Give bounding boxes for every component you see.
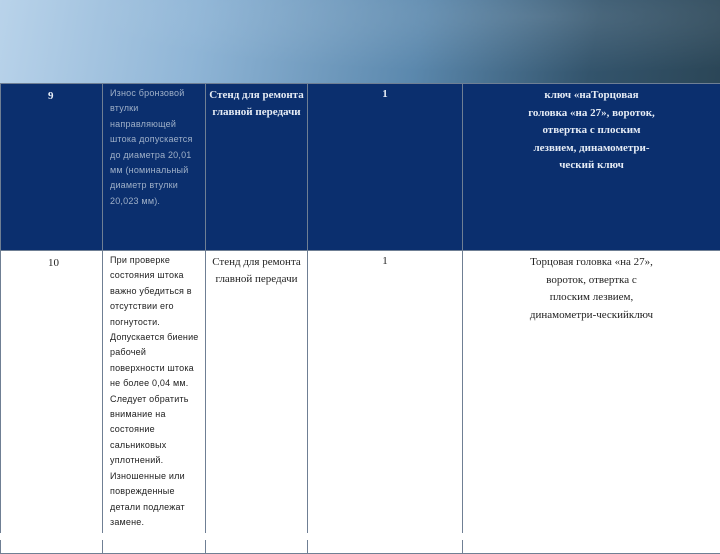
- row-description: При проверке состояния штока важно убедиться в отсутствии его погнутости. Допускается биение рабочей поверхности штока не более 0,04 мм. Следует обратить внимание на состояние сальниковых уплотнений. Изношенные или поврежденные детали подлежат замене.: [103, 251, 206, 554]
- row-equipment: Стенд для ремонта главной передачи: [206, 84, 308, 251]
- row-number: 9: [1, 90, 102, 102]
- document-table: [0, 83, 720, 554]
- row-quantity: 1: [308, 84, 463, 251]
- row-tools-text: ключ «наТорцовая головка «на 27», вороток, отвертка с плоским лезвием, динамометри-ческий ключ: [467, 87, 716, 175]
- row-tools: [463, 251, 720, 554]
- row-tools-text: Торцовая головка «на 27», вороток, отвертка с плоским лезвием, динамометри-ческийключ: [467, 254, 716, 324]
- table-row: [1, 84, 720, 251]
- row-description: Износ бронзовой втулки направляющей штока допускается до диаметра 20,01 мм (номинальный диаметр втулки 20,023 мм).: [103, 84, 206, 251]
- row-equipment: Стенд для ремонта главной передачи: [206, 251, 308, 554]
- row-number: 10: [1, 257, 102, 269]
- row-quantity: 1: [308, 251, 463, 554]
- table-row: [1, 251, 720, 554]
- row-number-cell: [1, 84, 103, 251]
- bottom-strip: [0, 533, 720, 540]
- row-number-cell: [1, 251, 103, 554]
- header-gradient-band: [0, 0, 720, 83]
- row-tools: [463, 84, 720, 251]
